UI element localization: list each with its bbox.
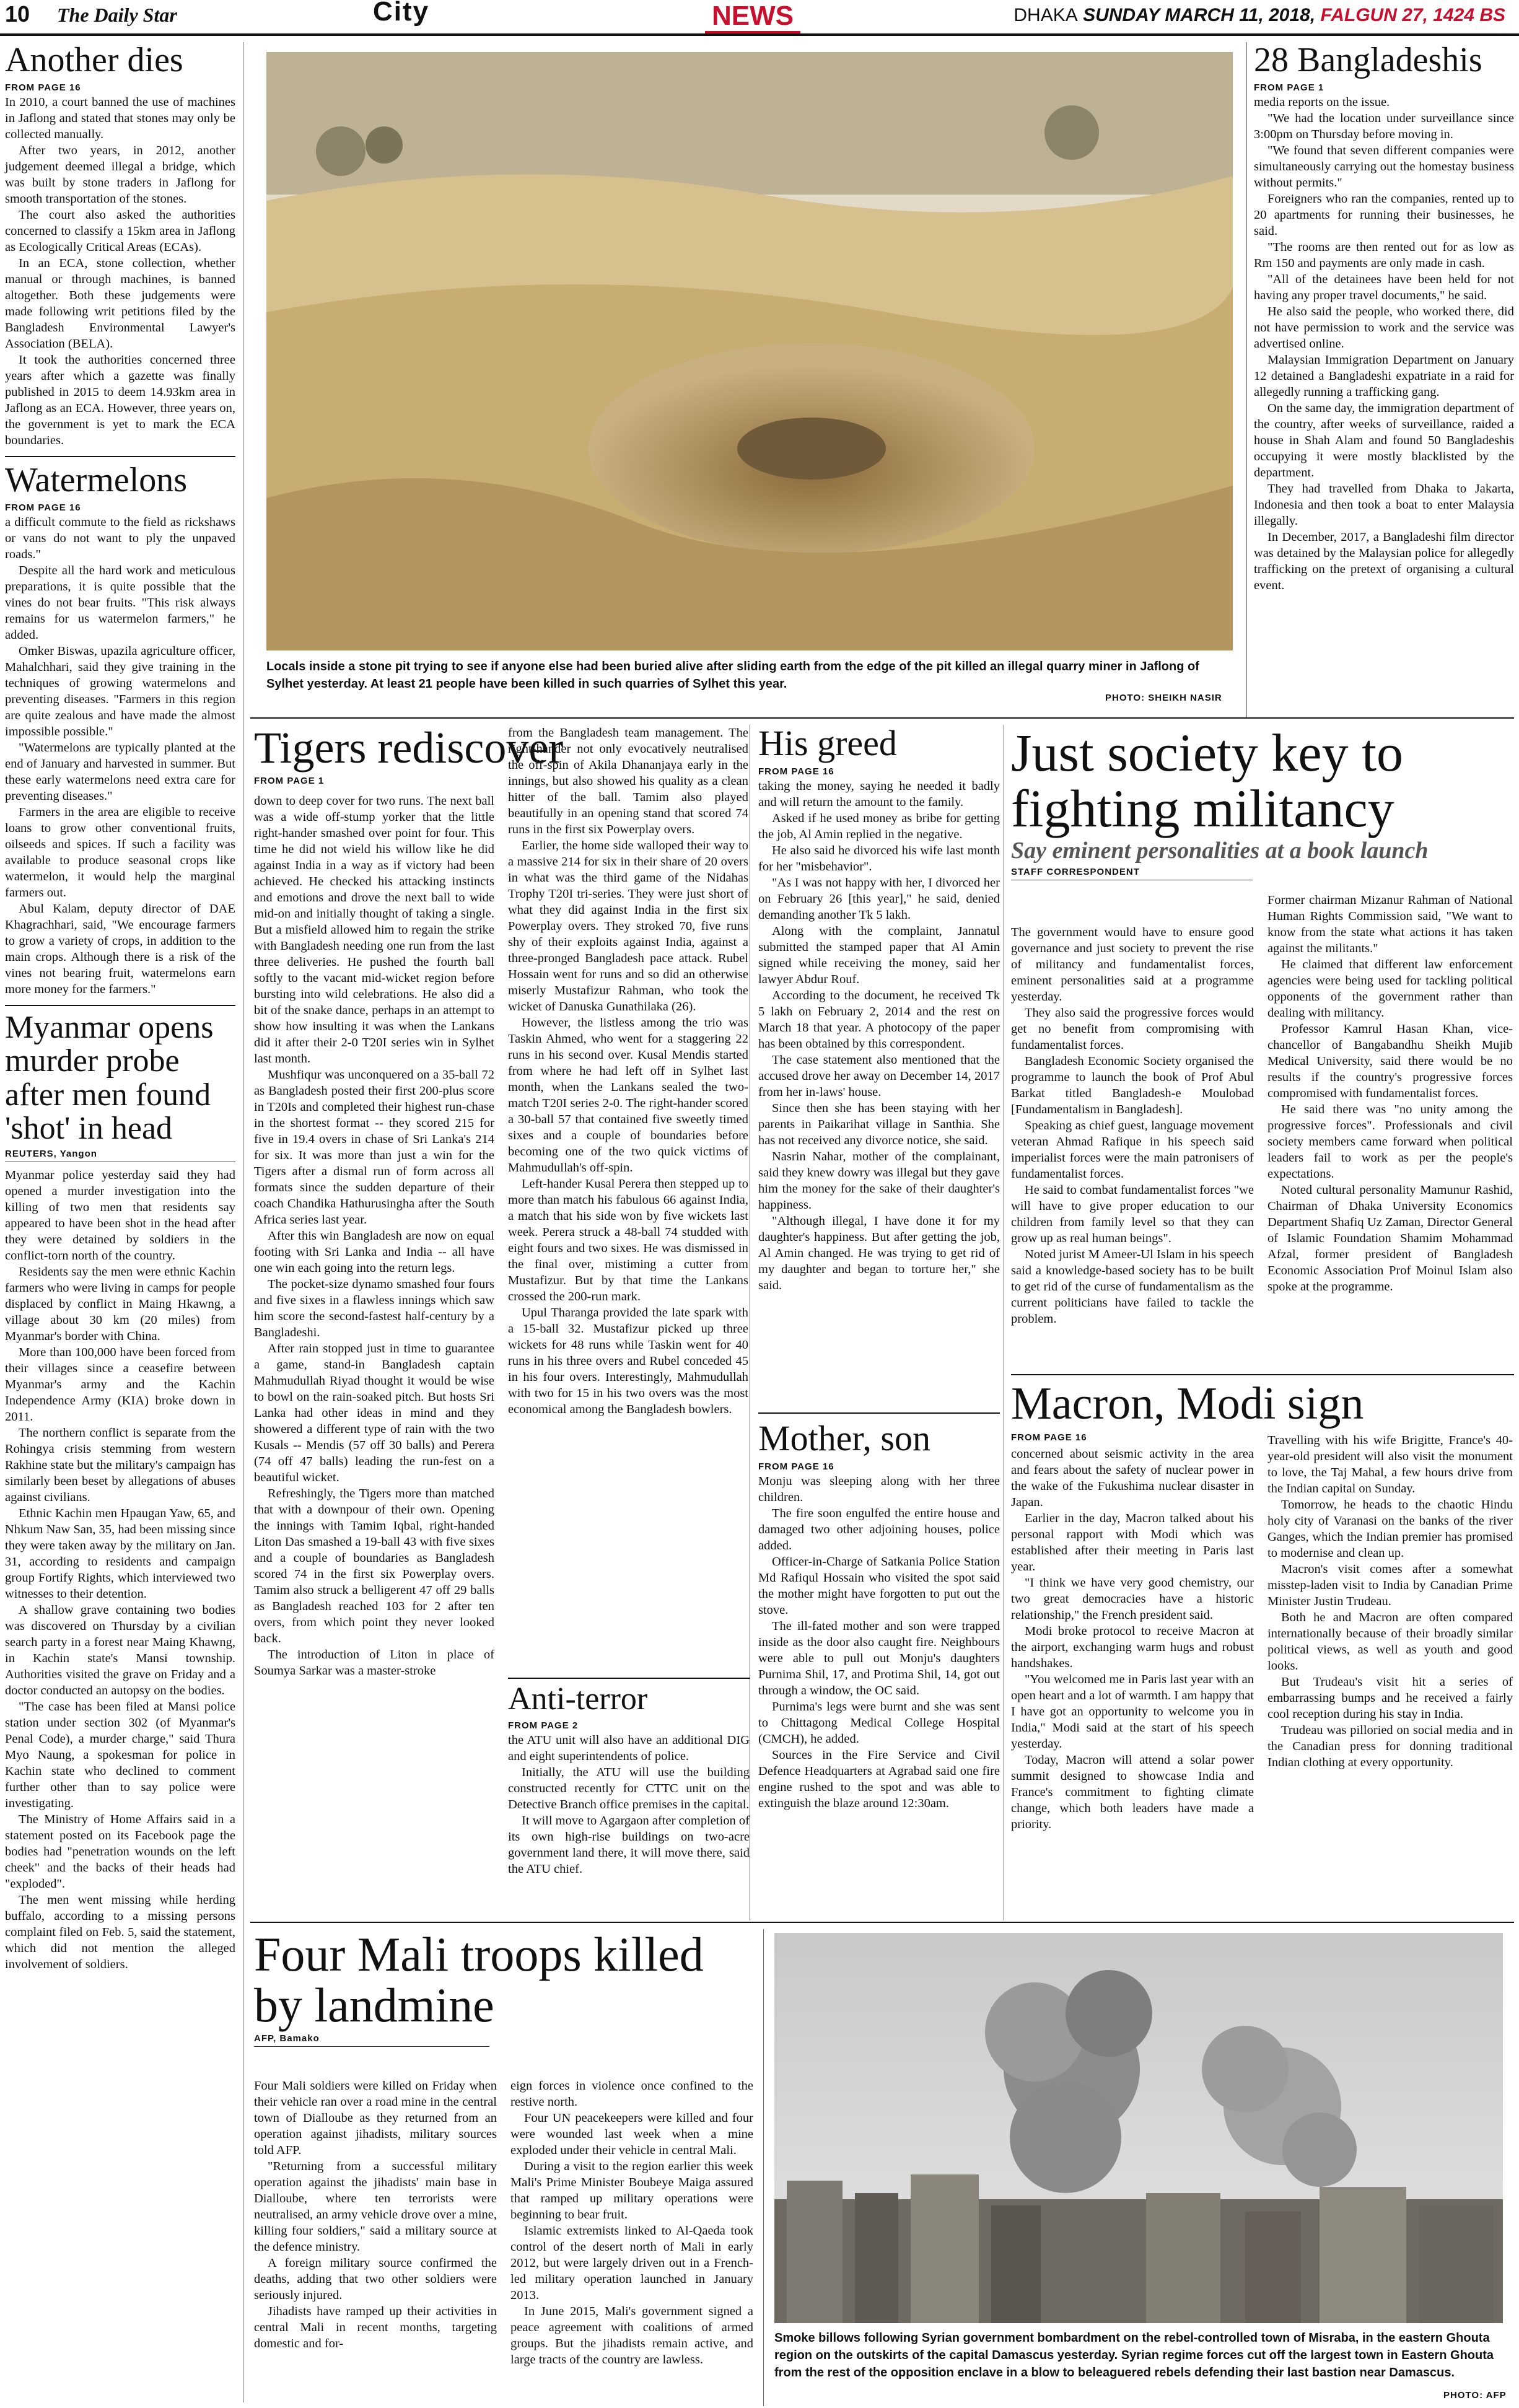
headline: Anti-terror bbox=[508, 1681, 648, 1717]
kicker: FROM PAGE 16 bbox=[5, 82, 81, 93]
article-watermelons bbox=[5, 462, 235, 997]
paragraph: Monju was sleeping along with her three children. bbox=[758, 1474, 1000, 1504]
paragraph: Trudeau was pilloried on social media and in the Canadian press for donning traditional Indian clothing at every opportunity. bbox=[1267, 1723, 1513, 1769]
paragraph: Abul Kalam, deputy director of DAE Khagrachhari, said, "We encourage farmers to grow a variety of crops, in addition to the main crops. Although there is a risk of the vines not bearing fruit, watermelons earn more money for the farmers." bbox=[5, 901, 235, 996]
paragraph: The fire soon engulfed the entire house and damaged two other adjoining houses, police added. bbox=[758, 1506, 1000, 1552]
headline: Just society key to fighting militancy bbox=[1011, 723, 1403, 839]
paragraph: The pocket-size dynamo smashed four fours and five sixes in a flawless innings which saw him score the second-fastest half-century by a Bangladeshi. bbox=[254, 1277, 494, 1339]
article-body bbox=[1254, 94, 1514, 593]
mali-column-1 bbox=[254, 2078, 497, 2352]
paragraph: More than 100,000 have been forced from their villages since a ceasefire between Myanmar's army and the Kachin Independence Army (KIA) broke down in 2011. bbox=[5, 1345, 235, 1424]
paragraph: Foreigners who ran the companies, rented up to 20 apartments for running their businesses, he said. bbox=[1254, 191, 1514, 238]
headline: Macron, Modi sign bbox=[1011, 1378, 1364, 1429]
article-greed bbox=[758, 725, 1000, 1400]
article-divider bbox=[5, 456, 235, 457]
paragraph: After rain stopped just in time to guarantee a game, stand-in Bangladesh captain Mahmudullah Riyad thought it would be wise to bowl on the rain-soaked pitch. But hosts Sri Lanka had other ideas in mind and they showered a different type of rain with the two Kusals -- Mendis (57 off 30 balls) and Perera (74 off 47 balls) leading the run-fest on a beautiful wicket. bbox=[254, 1342, 494, 1484]
paragraph: "The rooms are then rented out for as low as Rm 150 and payments are only made in cash. bbox=[1254, 240, 1514, 270]
paragraph: "You welcomed me in Paris last year with an open heart and a lot of warmth. I am happy that I have got an opportunity to welcome you in India," Modi said at the start of his speech yesterday. bbox=[1011, 1673, 1254, 1751]
paragraph: Bangladesh Economic Society organised the programme to launch the book of Prof Abul Barkat titled Bangladesh-e Moulobad [Fundamentalism in Bangladesh]. bbox=[1011, 1054, 1254, 1116]
article-body bbox=[758, 1473, 1000, 1811]
header-rule bbox=[0, 33, 1519, 36]
left-column-continued bbox=[5, 1289, 235, 2404]
byline: REUTERS, Yangon bbox=[5, 1149, 235, 1162]
headline: Another dies bbox=[5, 41, 183, 79]
paragraph: The government would have to ensure good governance and just society to prevent the rise of militancy and fundamentalist forces, eminent personalities said at a programme yesterday. bbox=[1011, 926, 1254, 1004]
section-rule bbox=[250, 717, 1514, 719]
subheadline: Say eminent personalities at a book launch bbox=[1011, 837, 1429, 864]
article-divider bbox=[1011, 1374, 1514, 1375]
paragraph: Purnima's legs were burnt and she was sent to Chittagong Medical College Hospital (CMCH), he added. bbox=[758, 1699, 1000, 1746]
paragraph: Residents say the men were ethnic Kachin farmers who were living in camps for people displaced by conflict in Maing Hkawng, a village about 30 km (20 miles) from Myanmar's border with China. bbox=[5, 1264, 235, 1343]
paragraph: He also said he divorced his wife last month for her "misbehavior". bbox=[758, 843, 1000, 873]
paragraph: However, the listless among the trio was Taskin Ahmed, who went for a staggering 22 runs in his second over. Kusal Mendis started from where he had left off in Sylhet last month, when the Lankans sealed the two-match T20I series 2-0. The right-hander scored a 30-ball 57 that contained five sweetly timed sixes and a couple of boundaries before becoming one of the two quick victims of Mahmudullah's off-spin. bbox=[508, 1016, 748, 1175]
paragraph: Left-hander Kusal Perera then stepped up to more than match his fabulous 66 against India, a match that his side won by five wickets last week. Perera struck a 48-ball 74 studded with eight fours and two sixes. He was dismissed in the final over, mistiming a cutter from Mustafizur. But by that time the Lankans crossed the 200-run mark. bbox=[508, 1177, 748, 1303]
paragraph: a difficult commute to the field as rickshaws or vans do not want to ply the unpaved roads." bbox=[5, 515, 235, 561]
paragraph: Initially, the ATU will use the building constructed recently for CTTC unit on the Detective Branch office premises in the capital. bbox=[508, 1765, 750, 1811]
paragraph: According to the document, he received Tk 5 lakh on February 2, 2014 and the rest on March 18 that year. A photocopy of the paper has been obtained by this correspondent. bbox=[758, 988, 1000, 1051]
paragraph: It took the authorities concerned three years after which a gazette was finally published in 2015 to deem 14.93km area in Jaflong as an ECA. However, three years on, the government is yet to mark the ECA boundaries. bbox=[5, 352, 235, 447]
paragraph: The court also asked the authorities concerned to classify a 15km area in Jaflong as Ecologically Critical Areas (ECAs). bbox=[5, 208, 235, 254]
byline: STAFF CORRESPONDENT bbox=[1011, 867, 1253, 880]
quarry-caption-block bbox=[266, 658, 1233, 693]
article-macron bbox=[1011, 1380, 1514, 1919]
paragraph: taking the money, saying he needed it badly and will return the amount to the family. bbox=[758, 779, 1000, 809]
news-label: NEWS bbox=[705, 1, 800, 33]
paragraph: Omker Biswas, upazila agriculture officer, Mahalchhari, said they give training in the techniques of growing watermelons and preventing diseases. "Farmers in this region are quite zealous and have made the almost impossible possible." bbox=[5, 644, 235, 738]
headline: 28 Bangladeshis bbox=[1254, 41, 1482, 79]
syria-caption-block bbox=[774, 2329, 1503, 2381]
article-another-dies bbox=[5, 42, 235, 449]
paragraph: Noted jurist M Ameer-Ul Islam in his speech said a knowledge-based society has to be built to get rid of the curse of fundamentalism as the current politicians have failed to tackle the problem. bbox=[1011, 1248, 1254, 1326]
paragraph: Upul Tharanga provided the late spark with a 15-ball 32. Mustafizur picked up three wickets for 48 runs while Taskin went for 40 runs in his three overs and Rubel conceded 45 in his four overs. Interestingly, Mahmudullah with two for 15 in his two overs was the most economical among the Bangladesh bowlers. bbox=[508, 1306, 748, 1416]
dateline bbox=[1013, 5, 1505, 26]
paragraph: The Ministry of Home Affairs said in a statement posted on its Facebook page the bodies had "penetration wounds on the left cheek" and the backs of their heads had "exploded". bbox=[5, 1812, 235, 1891]
paragraph: media reports on the issue. bbox=[1254, 95, 1390, 109]
kicker: FROM PAGE 2 bbox=[508, 1720, 579, 1731]
headline: Tigers rediscover bbox=[254, 723, 564, 773]
mali-column-2 bbox=[510, 2078, 753, 2368]
paragraph: "Returning from a successful military operation against the jihadists' main base in Dialloube, where ten terrorists were neutralised, an army vehicle drove over a mine, killing four soldiers," said a military source at the defence ministry. bbox=[254, 2160, 497, 2254]
paragraph: He said to combat fundamentalist forces "we will have to give proper education to our children from family level so that they can grow up as real human beings". bbox=[1011, 1183, 1254, 1245]
paragraph: Officer-in-Charge of Satkania Police Station Md Rafiqul Hossain who visited the spot said the mother might have forgotten to put out the stove. bbox=[758, 1554, 1000, 1617]
paragraph: The introduction of Liton in place of Soumya Sarkar was a master-stroke bbox=[254, 1648, 494, 1678]
paragraph: Four Mali soldiers were killed on Friday when their vehicle ran over a road mine in the central town of Dialloube as they returned from an operation against jihadists, military sources told AFP. bbox=[254, 2079, 497, 2157]
paragraph: "The case has been filed at Mansi police station under section 302 (of Myanmar's Penal Code), a murder charge," said Thura Myo Naung, a spokesman for police in Kachin state who declined to comment further other than to say police were investigating. bbox=[5, 1699, 235, 1810]
syria-photo-image bbox=[774, 1933, 1503, 2323]
paragraph: Speaking as chief guest, language movement veteran Ahmad Rafique in his speech said imperialist forces were the main patronisers of fundamentalist forces. bbox=[1011, 1119, 1254, 1181]
article-anti-terror bbox=[508, 1678, 750, 1919]
paragraph: Earlier, the home side walloped their way to a massive 214 for six in their share of 20 overs in what was the third game of the Nidahas Trophy T20I tri-series. They were just short of what they did against India in the first six Powerplay overs. They stroked 70, five runs shy of their exploits against India, against a three-pronged Bangladesh pace attack. Rubel Hossain went for runs and so did an otherwise miserly Mustafizur Rahman, who took the wicket of Danuska Gunathilaka (26). bbox=[508, 839, 748, 1014]
paragraph: Both he and Macron are often compared internationally because of their broadly similar political views, as well as youth and good looks. bbox=[1267, 1611, 1513, 1673]
kicker: FROM PAGE 1 bbox=[254, 775, 325, 786]
paragraph: "Although illegal, I have done it for my daughter's happiness. But after getting the job, Al Amin changed. He was trying to get rid of my daughter and began to torture her," she said. bbox=[758, 1214, 1000, 1292]
paragraph: On the same day, the immigration department of the country, after weeks of surveillance, raided a house in Shah Alam and found 50 Bangladeshis occupying it were mostly blacklisted by the department. bbox=[1254, 401, 1514, 479]
quarry-photo-image bbox=[266, 52, 1233, 650]
paragraph: But Trudeau's visit hit a series of embarrassing bumps and he received a fairly cool reception during his stay in India. bbox=[1267, 1675, 1513, 1721]
paragraph: "I think we have very good chemistry, our two great democracies have a historic relationship," the French president said. bbox=[1011, 1576, 1254, 1622]
paragraph: Mushfiqur was unconquered on a 35-ball 72 as Bangladesh posted their first 200-plus score in T20Is and completed their highest run-chase in the shortest format -- they scored 215 for five in 19.4 overs in chase of Sri Lanka's 214 for six. It was more than just a win for the Tigers after a dismal run of form across all formats since the sudden departure of their coach Chandika Hathurusingha after the South Africa series last year. bbox=[254, 1068, 494, 1227]
kicker: FROM PAGE 16 bbox=[1011, 1432, 1087, 1443]
article-divider bbox=[758, 1412, 1000, 1414]
paragraph: Islamic extremists linked to Al-Qaeda took control of the desert north of Mali in early 2012, but were largely driven out in a French-led military operation launched in January 2013. bbox=[510, 2224, 753, 2302]
article-just-society bbox=[1011, 725, 1514, 1369]
paragraph: They had travelled from Dhaka to Jakarta, Indonesia and then took a boat to enter Malaysia illegally. bbox=[1254, 481, 1514, 528]
photo-caption: Smoke billows following Syrian government bombardment on the rebel-controlled town of Misraba, in the eastern Ghouta region on the outskirts of the capital Damascus yesterday. Syrian regime forces cut off the largest town in Eastern Ghouta from the rest of the opposition enclave in a blow to beleaguered rebels defending their last bastion near Damascus. bbox=[774, 2331, 1494, 2380]
paragraph: eign forces in violence once confined to the restive north. bbox=[510, 2079, 753, 2109]
page-number: 10 bbox=[5, 1, 30, 27]
paragraph: During a visit to the region earlier this week Mali's Prime Minister Boubeye Maiga assured that ramped up military operations were beginning to bear fruit. bbox=[510, 2160, 753, 2222]
paragraph: It will move to Agargaon after completion of its own high-rise buildings on two-acre government land there, it will move there, said the ATU chief. bbox=[508, 1813, 750, 1876]
paragraph: Farmers in the area are eligible to receive loans to grow other conventional fruits, oilseeds and spices. If such a facility was available to produce seasonal crops like watermelon, it would help the marginal farmers out. bbox=[5, 805, 235, 900]
photo-caption: Locals inside a stone pit trying to see if anyone else had been buried alive after sliding earth from the edge of the pit killed an illegal quarry miner in Jaflong of Sylhet yesterday. At least 21 people have been killed in such quarries of Sylhet this year. bbox=[266, 660, 1199, 691]
kicker: FROM PAGE 16 bbox=[758, 1461, 834, 1472]
paragraph: A shallow grave containing two bodies was discovered on Thursday by a civilian search party in a forest near Maing Khawng, in Kachin state's Mansi township. Authorities visited the grave on Friday and a doctor conducted an autopsy on the bodies. bbox=[5, 1603, 235, 1697]
paragraph: After this win Bangladesh are now on equal footing with Sri Lanka and India -- all have one win each going into the return legs. bbox=[254, 1229, 494, 1275]
article-mali bbox=[254, 1929, 760, 2406]
paragraph: Sources in the Fire Service and Civil Defence Headquarters at Agrabad said one fire engine rushed to the spot and was able to extinguish the blaze around 12:30am. bbox=[758, 1748, 1000, 1810]
photo-credit: PHOTO: SHEIKH NASIR bbox=[1105, 693, 1222, 703]
paragraph: Modi broke protocol to receive Macron at the airport, exchanging warm hugs and robust handshakes. bbox=[1011, 1624, 1254, 1670]
paragraph: In June 2015, Mali's government signed a peace agreement with coalitions of armed groups. But the jihadists remain active, and large tracts of the country are lawless. bbox=[510, 2305, 753, 2366]
paragraph: "As I was not happy with her, I divorced her on February 26 [this year]," he said, denied demanding another Tk 5 lakh. bbox=[758, 875, 1000, 922]
paragraph: Travelling with his wife Brigitte, France's 40-year-old president will also visit the monument to love, the Taj Mahal, a few hours drive from the Indian capital on Sunday. bbox=[1267, 1434, 1513, 1495]
paragraph: "We had the location under surveillance since 3:00pm on Thursday before moving in. bbox=[1254, 111, 1514, 141]
paragraph: Tomorrow, he heads to the chaotic Hindu holy city of Varanasi on the banks of the river Ganges, which the Indian premier has promised to modernise and clean up. bbox=[1267, 1498, 1513, 1560]
section-label: City bbox=[373, 0, 430, 27]
article-divider bbox=[508, 1678, 750, 1679]
paragraph: Jihadists have ramped up their activities in central Mali in recent months, targeting domestic and for- bbox=[254, 2305, 497, 2350]
headline: His greed bbox=[758, 723, 897, 763]
macron-column-2 bbox=[1267, 1432, 1513, 1771]
paragraph: Myanmar police yesterday said they had opened a murder investigation into the killing of two men that residents say appeared to have been shot in the head after they were detained by soldiers in the conflict-torn north of the country. bbox=[5, 1168, 235, 1263]
paragraph: "Watermelons are typically planted at the end of January and harvested in summer. But these early watermelons need extra care for preventing diseases." bbox=[5, 740, 235, 803]
article-mother-son bbox=[758, 1420, 1000, 1915]
paragraph: Noted cultural personality Mamunur Rashid, Chairman of Dhaka University Economics Department Shafiq Uz Zaman, Director General of Islamic Foundation Shamim Mohammad Afzal, former president of Bangladesh Economic Association Prof Moinul Islam also spoke at the programme. bbox=[1267, 1183, 1513, 1294]
paragraph: Former chairman Mizanur Rahman of National Human Rights Commission said, "We want to know from the state what actions it has taken against the militants." bbox=[1267, 893, 1513, 955]
article-body bbox=[508, 1732, 750, 1877]
paragraph: Four UN peacekeepers were killed and four were wounded last week when a mine exploded under their vehicle in central Mali. bbox=[510, 2111, 753, 2157]
dateline-date: SUNDAY MARCH 11, 2018, bbox=[1083, 5, 1316, 25]
kicker: FROM PAGE 1 bbox=[1254, 82, 1324, 93]
paragraph: The ill-fated mother and son were trapped inside as the door also caught fire. Neighbours were able to pull out Monju's daughters Purnima Shil, 17, and Protima Shil, 14, got out through a window, the OC said. bbox=[758, 1619, 1000, 1697]
dateline-city: DHAKA bbox=[1013, 5, 1078, 25]
left-column bbox=[5, 41, 235, 1971]
paragraph: Refreshingly, the Tigers more than matched that with a downpour of their own. Opening the innings with Tamim Iqbal, right-handed Liton Das smashed a 19-ball 43 with five sixes and a couple of boundaries as Bangladesh scored 74 in the first six Powerplay overs. Tamim also struck a belligerent 47 off 29 balls as Bangladesh reached 103 for 2 after ten overs, from which point they never looked back. bbox=[254, 1487, 494, 1645]
article-divider bbox=[5, 1005, 235, 1006]
article-body bbox=[5, 514, 235, 997]
column-rule bbox=[763, 1929, 764, 2406]
paragraph: Along with the complaint, Jannatul submitted the stamped paper that Al Amin signed while receiving the money, said her lawyer Abdur Rouf. bbox=[758, 924, 1000, 986]
paragraph: In an ECA, stone collection, whether manual or through machines, is banned altogether. Both these judgements were made following writ petitions filed by the Bangladesh Environmental Lawyer's Association (BELA). bbox=[5, 256, 235, 351]
paragraph: They also said the progressive forces would get no benefit from compromising with fundamentalist forces. bbox=[1011, 1006, 1254, 1052]
paragraph: He also said the people, who worked there, did not have permission to work and the service was advertised online. bbox=[1254, 304, 1514, 351]
kicker: FROM PAGE 16 bbox=[758, 766, 834, 777]
paragraph: the ATU unit will also have an additional DIG and eight superintendents of police. bbox=[508, 1733, 750, 1763]
paragraph: Asked if he used money as bribe for getting the job, Al Amin replied in the negative. bbox=[758, 811, 1000, 841]
syria-photo bbox=[774, 1933, 1503, 2323]
kicker: FROM PAGE 16 bbox=[5, 502, 81, 513]
paragraph: Ethnic Kachin men Hpaugan Yaw, 65, and Nhkum Naw San, 35, had been missing since they were taken away by the military on Jan. 31, according to residents and campaign group Fortify Rights, which interviewed two witnesses to their detention. bbox=[5, 1506, 235, 1601]
headline: Four Mali troops killed by landmine bbox=[254, 1927, 704, 2032]
paragraph: Professor Kamrul Hasan Khan, vice-chancellor of Bangabandhu Sheikh Mujib Medical University, said there would be no results if the country's progressive forces compromised with fundamentalist forces. bbox=[1267, 1022, 1513, 1100]
paragraph: After two years, in 2012, another judgement deemed illegal a bridge, which was built by stone traders in Jaflong for smooth transportation of the stones. bbox=[5, 143, 235, 206]
macron-column-1 bbox=[1011, 1446, 1254, 1832]
paragraph: down to deep cover for two runs. The next ball was a wide off-stump yorker that the little right-hander smashed over point for four. This time he did not wield his willow like he did against India in a way as if victory had been achieved. He checked his attacking instincts and emotions and drove the next ball to wide mid-on and initially thought of taking a single. But a misfield allowed him to regain the strike with Bangladesh needing one run from the last three deliveries. He pushed the fourth ball softly to the vacant mid-wicket region before bursting into wild celebrations. He also did a bit of the snake dance, perhaps in an attempt to show how insulting it was when the Lankans did it after their 2-0 T20I series win in Sylhet last month. bbox=[254, 794, 494, 1066]
paragraph: Malaysian Immigration Department on January 12 detained a Bangladeshi expatriate in a raid for allegedly running a trafficking gang. bbox=[1254, 352, 1514, 399]
paragraph: Since then she has been staying with her parents in Paikarihat village in Santhia. She has not received any divorce notice, she said. bbox=[758, 1101, 1000, 1147]
just-society-column-2 bbox=[1267, 892, 1513, 1295]
tigers-column-1 bbox=[254, 793, 494, 1679]
paragraph: Nasrin Nahar, mother of the complainant, said they knew dowry was illegal but they gave him the money for the sake of their daughter's happiness. bbox=[758, 1149, 1000, 1212]
masthead-logo: The Daily Star bbox=[57, 4, 177, 26]
paragraph: In December, 2017, a Bangladeshi film director was detained by the Malaysian police for allegedly trafficking on the pretext of organising a cultural event. bbox=[1254, 530, 1514, 592]
paragraph: The men went missing while herding buffalo, according to a missing persons complaint filed on Feb. 5, said the statement, which did not mention the alleged involvement of soldiers. bbox=[5, 1893, 235, 1971]
byline: AFP, Bamako bbox=[254, 2033, 489, 2047]
photo-credit: PHOTO: AFP bbox=[1443, 2390, 1507, 2401]
dateline-bangla-date: FALGUN 27, 1424 BS bbox=[1320, 5, 1505, 25]
section-rule bbox=[250, 1922, 1514, 1923]
quarry-photo bbox=[266, 52, 1233, 650]
paragraph: The case statement also mentioned that the accused drove her away on December 14, 2017 from her in-laws' house. bbox=[758, 1053, 1000, 1099]
paragraph: He said there was "no unity among the progressive forces". Professionals and civil society members came forward when political leaders fail to work as per the people's expectations. bbox=[1267, 1103, 1513, 1181]
paragraph: "All of the detainees have been held for not having any proper travel documents," he said. bbox=[1254, 272, 1514, 302]
headline: Myanmar opens murder probe after men found 'shot' in head bbox=[5, 1009, 214, 1147]
paragraph: He claimed that different law enforcement agencies were being used for tackling political opponents of the government rather than dealing with militancy. bbox=[1267, 958, 1513, 1020]
article-body bbox=[5, 94, 235, 449]
paragraph: concerned about seismic activity in the area and fears about the safety of nuclear power in the wake of the Fukushima nuclear disaster in Japan. bbox=[1011, 1447, 1254, 1509]
paragraph: The northern conflict is separate from the Rohingya crisis stemming from western Rakhine state but the military's campaign has similarly been beset by allegations of abuses against civilians. bbox=[5, 1425, 235, 1504]
paragraph: Macron's visit comes after a somewhat misstep-laden visit to India by Canadian Prime Minister Justin Trudeau. bbox=[1267, 1562, 1513, 1608]
headline: Watermelons bbox=[5, 460, 188, 499]
paragraph: Despite all the hard work and meticulous preparations, it is quite possible that the vines do not bear fruits. "This risk always remains for us watermelon farmers," he added. bbox=[5, 563, 235, 642]
paragraph: A foreign military source confirmed the deaths, adding that two other soldiers were seriously injured. bbox=[254, 2256, 497, 2302]
paragraph: In 2010, a court banned the use of machines in Jaflong and stated that stones may only be collected manually. bbox=[5, 95, 235, 141]
paragraph: "We found that seven different companies were simultaneously carrying out the homestay business without permits." bbox=[1254, 143, 1514, 190]
tigers-column-2 bbox=[508, 725, 748, 1417]
paragraph: from the Bangladesh team management. The right-hander not only evocatively neutralised the off-spin of Akila Dhananjaya early in the innings, but also showed his quality as a clean hitter of the ball. Tamim also played beautifully in an opening stand that scored 74 runs in the first six Powerplay overs. bbox=[508, 726, 748, 836]
column-rule bbox=[1246, 42, 1247, 717]
just-society-column-1 bbox=[1011, 924, 1254, 1327]
article-body bbox=[758, 778, 1000, 1294]
paragraph: Earlier in the day, Macron talked about his personal rapport with Modi which was established after their meeting in Paris last year. bbox=[1011, 1512, 1254, 1574]
headline: Mother, son bbox=[758, 1418, 930, 1458]
paragraph: Today, Macron will attend a solar power summit designed to showcase India and France's commitment to fighting climate change, which both leaders have made a priority. bbox=[1011, 1753, 1254, 1831]
article-bangladeshis bbox=[1254, 42, 1514, 717]
